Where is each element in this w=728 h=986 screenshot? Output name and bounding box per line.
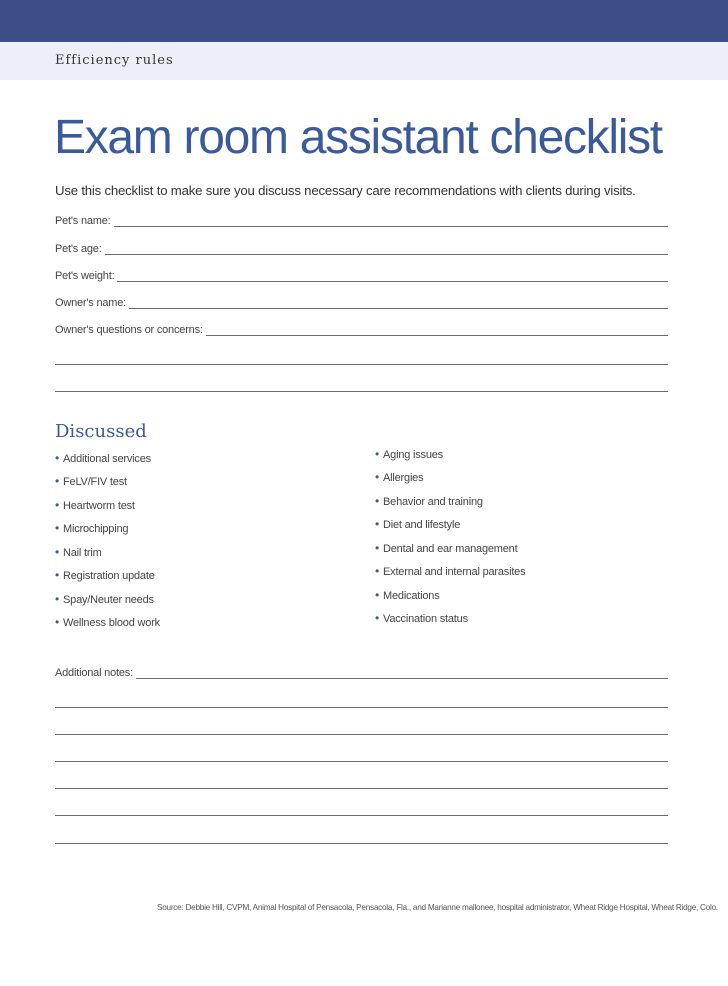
owner-name-label: Owner's name: — [55, 297, 127, 309]
bullet-icon: • — [55, 545, 60, 559]
bullet-icon: • — [375, 470, 380, 484]
additional-notes-label: Additional notes: — [55, 667, 133, 679]
pet-name-line[interactable] — [114, 216, 668, 227]
bullet-icon: • — [55, 451, 60, 465]
discussed-item[interactable]: • Allergies — [375, 470, 424, 484]
header-bar — [0, 0, 728, 42]
bullet-icon: • — [375, 564, 380, 578]
bullet-icon: • — [375, 588, 380, 602]
pet-name-field[interactable] — [55, 215, 668, 227]
bullet-icon: • — [55, 615, 60, 629]
pet-age-line[interactable] — [105, 244, 668, 255]
owner-name-line[interactable] — [129, 298, 668, 309]
concerns-line-2[interactable] — [55, 364, 668, 365]
discussed-item[interactable]: • Microchipping — [55, 521, 129, 535]
pet-age-field[interactable] — [55, 243, 668, 255]
bullet-icon: • — [375, 447, 380, 461]
discussed-item[interactable]: • Additional services — [55, 451, 151, 465]
source-credit: Source: Debbie Hill, CVPM, Animal Hospital of Pensacola, Pensacola, Fla., and Marianne mallonee, hospital administrator, Wheat Ridge Hospital, Wheat Ridge, Colo. — [157, 903, 718, 912]
bullet-icon: • — [375, 494, 380, 508]
concerns-line-3[interactable] — [55, 391, 668, 392]
discussed-item[interactable]: • Spay/Neuter needs — [55, 592, 154, 606]
bullet-icon: • — [375, 541, 380, 555]
owner-concerns-line[interactable] — [206, 325, 668, 336]
discussed-item[interactable]: • Diet and lifestyle — [375, 517, 461, 531]
owner-concerns-label: Owner's questions or concerns: — [55, 324, 203, 336]
discussed-item[interactable]: • Registration update — [55, 568, 155, 582]
bullet-icon: • — [375, 611, 380, 625]
bullet-icon: • — [55, 521, 60, 535]
discussed-item[interactable]: • Wellness blood work — [55, 615, 160, 629]
notes-line-6[interactable] — [55, 815, 668, 816]
discussed-item[interactable]: • Aging issues — [375, 447, 443, 461]
pet-weight-field[interactable] — [55, 270, 668, 282]
notes-line-3[interactable] — [55, 734, 668, 735]
discussed-item[interactable]: • FeLV/FIV test — [55, 474, 127, 488]
pet-weight-label: Pet's weight: — [55, 270, 115, 282]
discussed-heading: Discussed — [55, 421, 147, 442]
owner-concerns-field[interactable] — [55, 324, 668, 336]
discussed-item[interactable]: • Dental and ear management — [375, 541, 518, 555]
pet-age-label: Pet's age: — [55, 243, 102, 255]
bullet-icon: • — [55, 592, 60, 606]
bullet-icon: • — [375, 517, 380, 531]
discussed-item[interactable]: • Nail trim — [55, 545, 102, 559]
discussed-item[interactable]: • Behavior and training — [375, 494, 483, 508]
discussed-item[interactable]: • Vaccination status — [375, 611, 468, 625]
page-title: Exam room assistant checklist — [54, 111, 662, 164]
bullet-icon: • — [55, 474, 60, 488]
pet-weight-line[interactable] — [117, 271, 668, 282]
section-label: Efficiency rules — [55, 53, 174, 68]
notes-line-5[interactable] — [55, 788, 668, 789]
discussed-item[interactable]: • Medications — [375, 588, 440, 602]
notes-line-2[interactable] — [55, 707, 668, 708]
notes-line-4[interactable] — [55, 761, 668, 762]
intro-text: Use this checklist to make sure you discuss necessary care recommendations with clients during visits. — [55, 183, 636, 198]
owner-name-field[interactable] — [55, 297, 668, 309]
discussed-item[interactable]: • External and internal parasites — [375, 564, 526, 578]
bullet-icon: • — [55, 498, 60, 512]
discussed-item[interactable]: • Heartworm test — [55, 498, 135, 512]
additional-notes-field[interactable] — [55, 667, 668, 679]
pet-name-label: Pet's name: — [55, 215, 111, 227]
additional-notes-line[interactable] — [136, 668, 668, 679]
bullet-icon: • — [55, 568, 60, 582]
notes-line-7[interactable] — [55, 843, 668, 844]
